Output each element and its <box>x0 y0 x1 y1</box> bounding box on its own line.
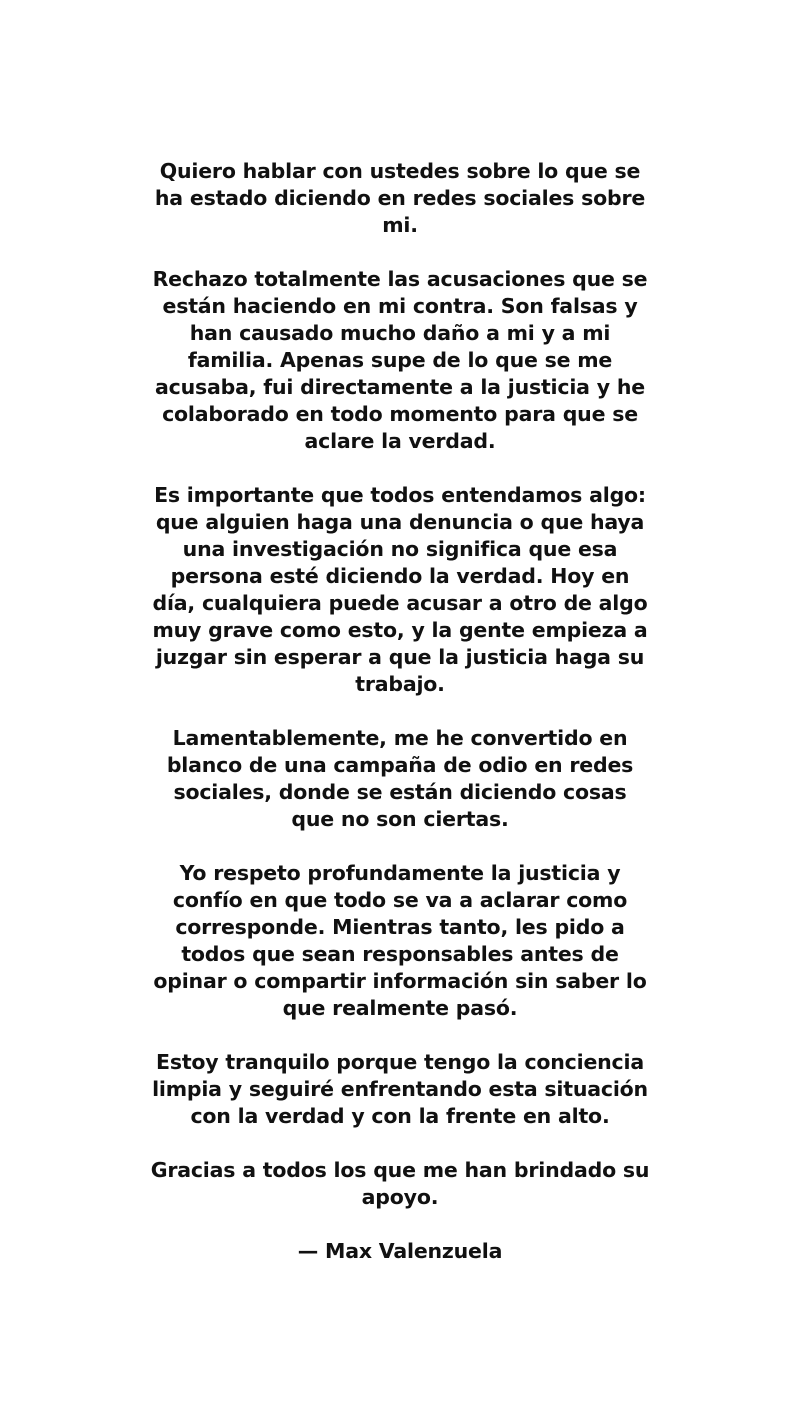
paragraph-calm: Estoy tranquilo porque tengo la conciencia limpia y seguiré enfrentando esta situación con la verdad y con la frente en alto. <box>152 1050 648 1128</box>
statement-text-block <box>150 158 650 1292</box>
paragraph-thanks: Gracias a todos los que me han brindado su apoyo. <box>150 1158 650 1209</box>
paragraph-important: Es importante que todos entendamos algo: que alguien haga una denuncia o que haya una investigación no significa que esa persona esté diciendo la verdad. Hoy en día, cualquiera puede acusar a otro de algo muy grave como esto, y la gente empieza a juzgar sin esperar a que la justicia haga su trabajo. <box>152 483 648 696</box>
paragraph-respect-justice: Yo respeto profundamente la justicia y confío en que todo se va a aclarar como corresponde. Mientras tanto, les pido a todos que sean responsables antes de opinar o compartir información sin saber lo que realmente pasó. <box>153 861 647 1020</box>
paragraph-rejection: Rechazo totalmente las acusaciones que se están haciendo en mi contra. Son falsas y han causado mucho daño a mi y a mi familia. Apenas supe de lo que se me acusaba, fui directamente a la justicia y he colaborado en todo momento para que se aclare la verdad. <box>152 267 648 453</box>
paragraph-intro: Quiero hablar con ustedes sobre lo que se ha estado diciendo en redes sociales sobre mi. <box>154 159 646 237</box>
signature: — Max Valenzuela <box>297 1239 503 1263</box>
paragraph-hate-campaign: Lamentablemente, me he convertido en blanco de una campaña de odio en redes sociales, donde se están diciendo cosas que no son ciertas. <box>166 726 634 831</box>
